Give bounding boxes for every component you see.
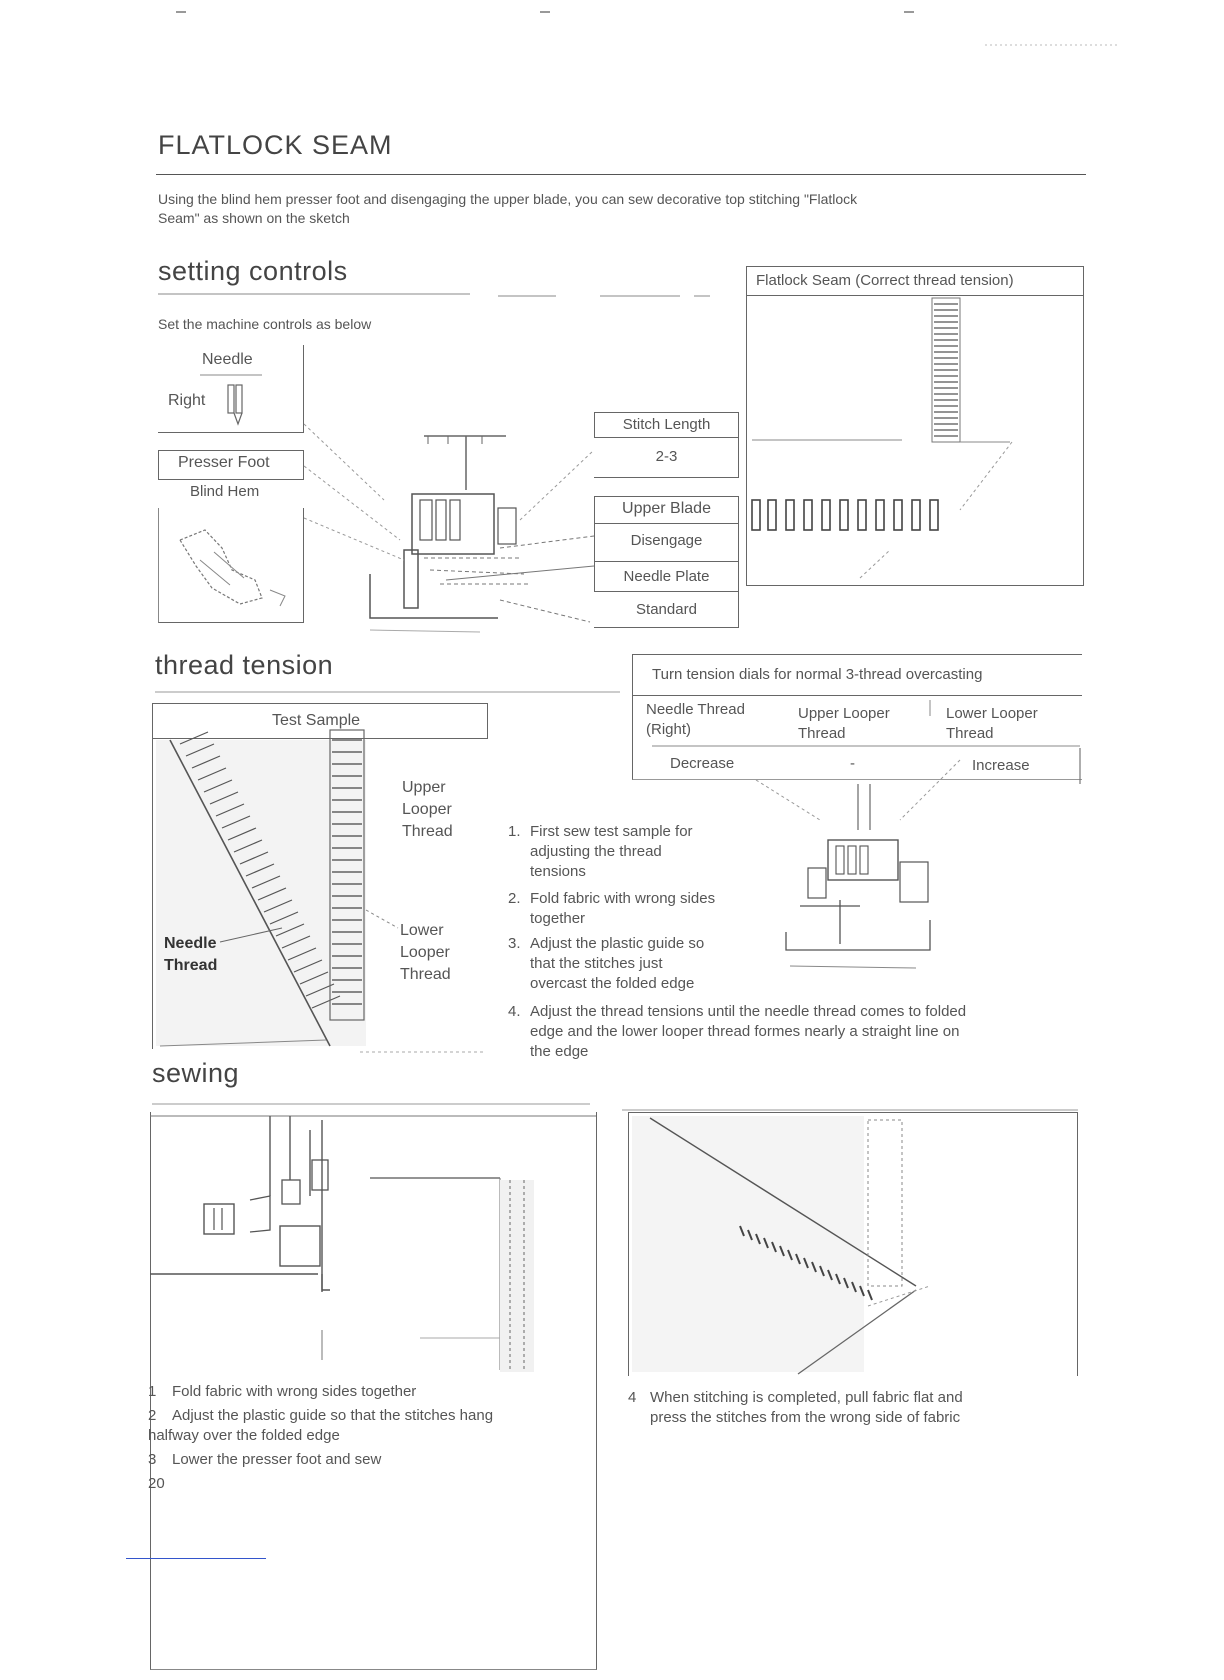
presser-foot-label: Presser Foot bbox=[178, 454, 270, 471]
tension-table-title: Turn tension dials for normal 3-thread overcasting bbox=[652, 666, 983, 683]
upper-looper-header-line-1: Upper Looper bbox=[798, 705, 890, 722]
lower-looper-word-1: Lower bbox=[400, 922, 444, 939]
sewing-step-4 bbox=[628, 1388, 1078, 1428]
step-1-line-3: tensions bbox=[530, 863, 586, 880]
step-4-line-2: edge and the lower looper thread formes nearly a straight line on bbox=[530, 1023, 960, 1040]
sewing-step-2-line-1: Adjust the plastic guide so that the stitches hang bbox=[172, 1407, 494, 1424]
sewing-step-3-line-1: Lower the presser foot and sew bbox=[172, 1451, 382, 1468]
page-title: FLATLOCK SEAM bbox=[158, 130, 393, 160]
step-3-number: 3. bbox=[508, 935, 521, 952]
upper-looper-word-3: Thread bbox=[402, 823, 453, 840]
sewing-step-1 bbox=[148, 1382, 588, 1402]
step-2-line-1: Fold fabric with wrong sides bbox=[530, 890, 716, 907]
sewing-step-1-line-1: Fold fabric with wrong sides together bbox=[172, 1383, 417, 1400]
needle-thread-decrease: Decrease bbox=[670, 755, 735, 772]
sewing-heading: sewing bbox=[152, 1058, 240, 1088]
needle-thread-header-line-1: Needle Thread bbox=[646, 701, 745, 718]
needle-value: Right bbox=[168, 392, 206, 409]
sewing-step-1-number: 1 bbox=[148, 1383, 157, 1400]
needle-thread-word-2: Thread bbox=[164, 957, 218, 974]
step-1-line-1: First sew test sample for bbox=[530, 823, 693, 840]
upper-looper-word-1: Upper bbox=[402, 779, 446, 796]
step-1-number: 1. bbox=[508, 823, 521, 840]
needle-plate-value: Standard bbox=[636, 601, 697, 618]
flatlock-sample-title: Flatlock Seam (Correct thread tension) bbox=[756, 272, 1014, 289]
needle-thread-header-line-2: (Right) bbox=[646, 721, 692, 738]
upper-blade-value: Disengage bbox=[630, 532, 703, 549]
lower-looper-increase: Increase bbox=[972, 757, 1030, 774]
setting-controls-heading: setting controls bbox=[158, 256, 348, 286]
step-4-line-3: the edge bbox=[530, 1043, 589, 1060]
test-sample-label: Test Sample bbox=[272, 712, 361, 729]
sewing-step-2 bbox=[148, 1406, 588, 1446]
step-3-line-2: that the stitches just bbox=[530, 955, 663, 972]
page-number: 20 bbox=[148, 1475, 165, 1492]
sewing-step-2-line-2: halfway over the folded edge bbox=[148, 1427, 340, 1444]
needle-label: Needle bbox=[202, 351, 253, 368]
upper-blade-label: Upper Blade bbox=[622, 500, 711, 517]
lower-looper-word-2: Looper bbox=[400, 944, 450, 961]
step-4-line-1: Adjust the thread tensions until the needle thread comes to folded bbox=[530, 1003, 967, 1020]
sewing-step-3-number: 3 bbox=[148, 1451, 157, 1468]
needle-thread-word-1: Needle bbox=[164, 935, 217, 952]
upper-looper-header-line-2: Thread bbox=[798, 725, 846, 742]
upper-looper-no-change: - bbox=[850, 755, 855, 772]
step-2-line-2: together bbox=[530, 910, 586, 927]
thread-tension-heading: thread tension bbox=[155, 650, 334, 680]
step-2-number: 2. bbox=[508, 890, 521, 907]
stitch-length-value: 2-3 bbox=[655, 448, 678, 465]
needle-plate-label: Needle Plate bbox=[623, 568, 710, 585]
step-4-number: 4. bbox=[508, 1003, 521, 1020]
presser-foot-value: Blind Hem bbox=[190, 483, 260, 500]
sewing-step-3 bbox=[148, 1450, 588, 1470]
bottom-rule bbox=[126, 1558, 266, 1559]
lower-looper-header-line-1: Lower Looper bbox=[946, 705, 1038, 722]
sewing-step-4-line-2: press the stitches from the wrong side of fabric bbox=[650, 1409, 961, 1426]
upper-looper-word-2: Looper bbox=[402, 801, 452, 818]
setting-instruction: Set the machine controls as below bbox=[158, 316, 372, 332]
stitch-length-label: Stitch Length bbox=[622, 416, 711, 433]
sewing-step-4-line-1: When stitching is completed, pull fabric flat and bbox=[650, 1389, 963, 1406]
sewing-step-2-number: 2 bbox=[148, 1407, 157, 1424]
step-1-line-2: adjusting the thread bbox=[530, 843, 662, 860]
step-3-line-1: Adjust the plastic guide so bbox=[530, 935, 705, 952]
lower-looper-word-3: Thread bbox=[400, 966, 451, 983]
intro-line-1: Using the blind hem presser foot and disengaging the upper blade, you can sew decorative top stitching "Flatlock bbox=[158, 191, 858, 207]
intro-line-2: Seam" as shown on the sketch bbox=[158, 210, 350, 226]
lower-looper-header-line-2: Thread bbox=[946, 725, 994, 742]
step-3-line-3: overcast the folded edge bbox=[530, 975, 695, 992]
sewing-step-4-number: 4 bbox=[628, 1389, 637, 1406]
